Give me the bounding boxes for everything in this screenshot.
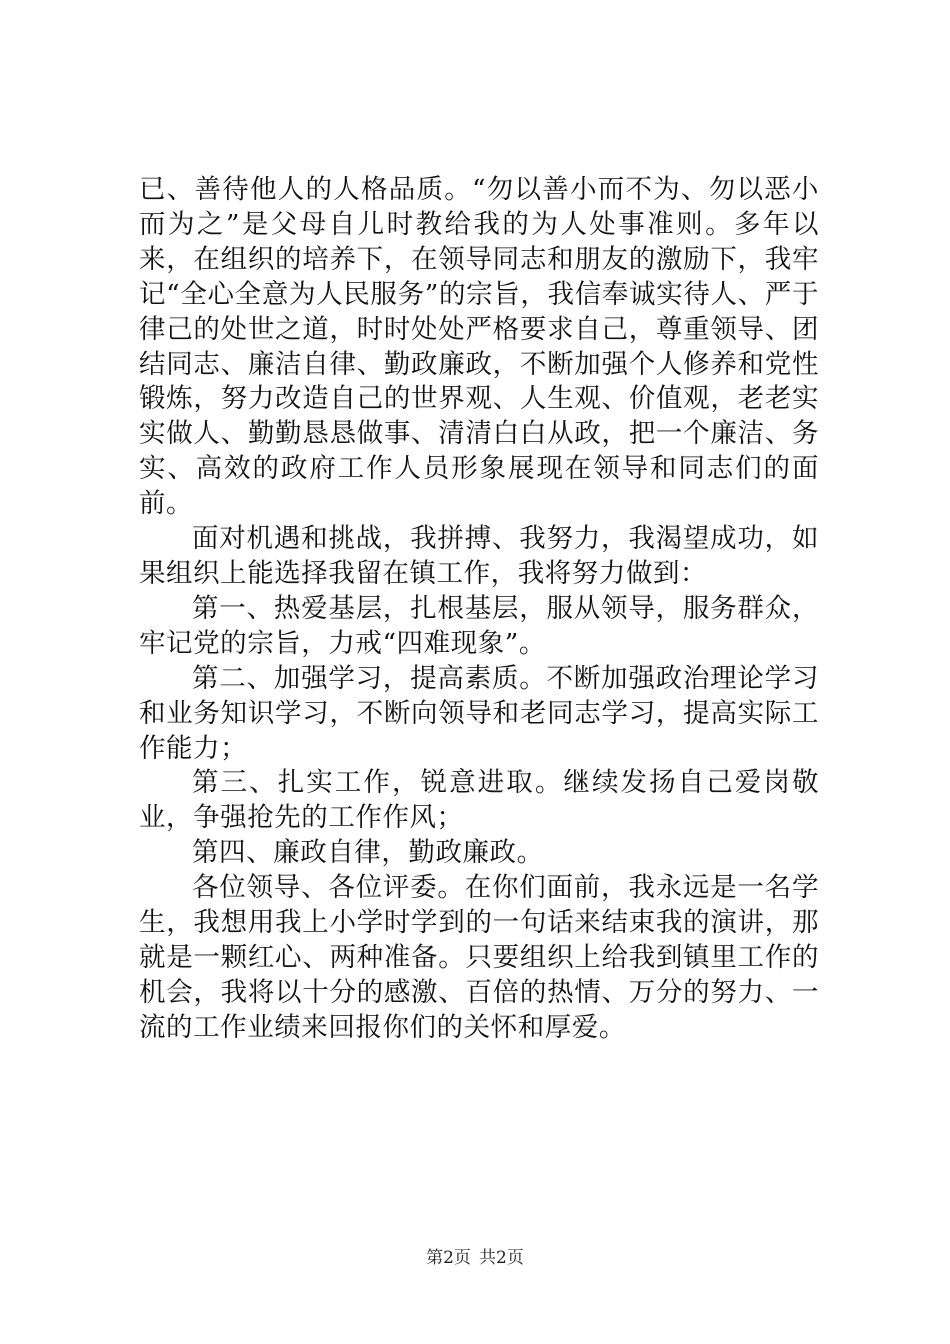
paragraph-1: 已、善待他人的人格品质。“勿以善小而不为、勿以恶小而为之”是父母自儿时教给我的为人处事准则。多年以来，在组织的培养下，在领导同志和朋友的激励下，我牢记“全心全意为人民服务”的宗旨，我信奉诚实待人、严于律己的处世之道，时时处处严格要求自己，尊重领导、团结同志、廉洁自律、勤政廉政，不断加强个人修养和党性锻炼，努力改造自己的世界观、人生观、价值观，老老实实做人、勤勤恳恳做事、清清白白从政，把一个廉洁、务实、高效的政府工作人员形象展现在领导和同志们的面前。 xyxy=(139,174,819,520)
page-footer xyxy=(0,1247,950,1269)
paragraph-3: 第一、热爱基层，扎根基层，服从领导，服务群众，牢记党的宗旨，力戒“四难现象”。 xyxy=(139,592,819,659)
paragraph-5: 第三、扎实工作，锐意进取。继续发扬自己爱岗敬业，争强抢先的工作作风； xyxy=(139,767,819,834)
page-total: 共2页 xyxy=(479,1248,524,1268)
paragraph-2: 面对机遇和挑战，我拼搏、我努力，我渴望成功，如果组织上能选择我留在镇工作，我将努力做到： xyxy=(139,523,819,589)
paragraph-4: 第二、加强学习，提高素质。不断加强政治理论学习和业务知识学习，不断向领导和老同志学习，提高实际工作能力； xyxy=(139,662,819,764)
paragraph-7: 各位领导、各位评委。在你们面前，我永远是一名学生，我想用我上小学时学到的一句话来结束我的演讲，那就是一颗红心、两种准备。只要组织上给我到镇里工作的机会，我将以十分的感激、百倍的热情、万分的努力、一流的工作业绩来回报你们的关怀和厚爱。 xyxy=(139,872,819,1043)
page-number: 第2页 xyxy=(426,1248,471,1268)
body-text xyxy=(139,173,819,1046)
paragraph-6: 第四、廉政自律，勤政廉政。 xyxy=(192,837,544,869)
